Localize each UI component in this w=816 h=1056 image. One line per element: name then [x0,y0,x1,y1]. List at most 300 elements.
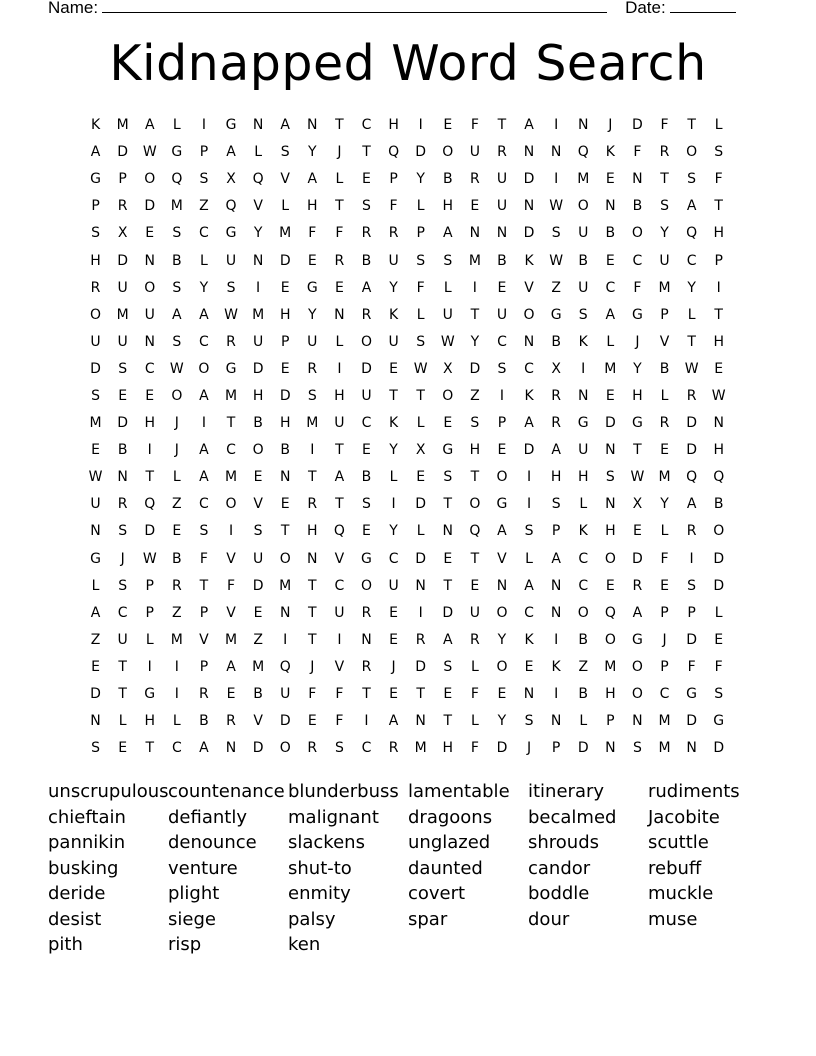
grid-letter: L [606,333,615,350]
grid-letter: R [551,415,561,432]
grid-letter: A [199,740,209,757]
grid-letter: W [142,550,157,567]
grid-letter: Z [172,604,182,621]
grid-letter: I [554,631,559,648]
grid-letter: X [551,360,561,377]
grid-letter: D [686,415,697,432]
word-bank-item: ken [288,934,321,955]
grid-letter: D [415,144,427,161]
grid-letter: O [523,306,535,323]
grid-letter: S [443,252,453,269]
grid-row [82,247,742,274]
grid-letter: T [660,171,669,188]
grid-letter: U [90,333,101,350]
word-bank-item: slackens [288,832,365,853]
grid-letter: S [497,360,507,377]
grid-letter: O [469,496,481,513]
word-bank-item: muse [648,908,698,930]
grid-letter: L [118,713,127,730]
grid-letter: T [226,415,236,432]
grid-letter: I [337,631,342,648]
grid-letter: R [117,198,128,215]
grid-letter: C [199,225,209,242]
grid-letter: I [418,117,423,134]
grid-letter: E [632,523,642,540]
grid-letter: F [687,658,696,675]
grid-letter: D [523,225,535,242]
grid-letter: H [442,198,454,215]
grid-letter: D [632,117,643,134]
grid-letter: O [144,171,156,188]
grid-letter: G [631,306,643,323]
grid-letter: R [307,360,318,377]
grid-letter: D [279,713,291,730]
grid-letter: S [280,144,290,161]
word-bank-item: chieftain [48,806,126,828]
grid-letter: W [88,469,103,486]
grid-letter: W [684,360,699,377]
grid-letter: D [442,604,454,621]
grid-letter: A [442,225,453,242]
grid-letter: L [172,713,181,730]
grid-letter: B [253,686,263,703]
grid-letter: P [660,658,669,675]
grid-letter: N [632,713,643,730]
grid-letter: O [442,144,454,161]
grid-letter: L [416,198,425,215]
grid-letter: D [577,740,589,757]
grid-letter: M [658,279,671,296]
grid-letter: I [174,658,179,675]
grid-letter: N [117,469,128,486]
grid-letter: E [172,523,182,540]
grid-letter: C [578,550,589,567]
grid-letter: X [415,442,426,459]
grid-letter: D [117,144,129,161]
grid-letter: F [470,740,479,757]
grid-letter: H [279,306,291,323]
grid-letter: E [118,387,128,404]
word-bank-item: siege [168,908,216,930]
grid-letter: P [199,144,209,161]
grid-letter: A [199,387,209,404]
grid-letter: Q [252,171,264,188]
word-bank-item: blunderbuss [288,781,399,802]
grid-letter: U [252,333,264,350]
grid-letter: P [687,604,696,621]
grid-row [82,302,742,329]
grid-letter: L [525,550,533,567]
grid-letter: R [388,225,399,242]
grid-letter: J [120,550,125,567]
grid-letter: I [554,686,559,703]
grid-letter: O [171,387,183,404]
grid-letter: T [335,496,344,513]
grid-row [82,193,742,220]
grid-letter: W [549,252,564,269]
grid-letter: A [199,469,209,486]
grid-letter: S [118,523,128,540]
grid-letter: A [686,198,697,215]
grid-letter: S [578,306,588,323]
grid-letter: M [604,658,617,675]
date-label: Date: [625,0,666,17]
grid-letter: A [524,577,534,594]
grid-letter: C [686,252,697,269]
grid-letter: F [389,198,398,215]
grid-letter: M [170,198,183,215]
word-bank-item: muckle [648,883,714,904]
grid-letter: A [524,117,534,134]
grid-letter: D [496,740,508,757]
name-field-line[interactable] [102,0,607,13]
grid-letter: D [90,686,101,703]
grid-letter: E [443,415,453,432]
grid-letter: D [252,577,264,594]
grid-letter: H [252,387,264,404]
grid-letter: T [308,577,317,594]
grid-letter: K [90,117,101,134]
grid-letter: S [714,686,724,703]
grid-letter: B [497,252,507,269]
grid-letter: T [443,496,453,513]
grid-letter: V [334,550,345,567]
grid-letter: L [172,469,181,486]
grid-letter: H [713,225,724,242]
grid-letter: W [169,360,184,377]
grid-letter: L [714,117,723,134]
grid-letter: T [118,658,127,675]
grid-letter: B [578,252,589,269]
grid-letter: U [307,333,318,350]
word-bank-item: itinerary [528,781,605,802]
grid-letter: T [145,740,155,757]
grid-letter: H [577,469,589,486]
word-bank-item: rebuff [648,857,702,879]
grid-letter: S [362,198,371,215]
grid-letter: P [199,604,209,621]
grid-letter: R [415,631,426,648]
grid-letter: N [605,496,616,513]
grid-letter: P [606,713,615,730]
grid-letter: F [335,686,344,703]
grid-letter: T [362,686,371,703]
grid-letter: L [470,713,479,730]
grid-letter: C [605,279,616,296]
grid-letter: N [90,523,101,540]
grid-letter: O [713,523,725,540]
grid-letter: Q [686,469,698,486]
grid-letter: X [226,171,236,188]
grid-letter: D [144,198,156,215]
grid-letter: V [524,279,534,296]
grid-letter: N [713,415,724,432]
grid-letter: S [172,225,182,242]
grid-letter: E [605,387,615,404]
grid-letter: S [416,252,426,269]
grid-letter: F [308,225,317,242]
grid-letter: B [172,550,182,567]
grid-letter: N [469,225,481,242]
grid-letter: E [443,117,453,134]
grid-letter: O [144,279,156,296]
grid-letter: V [253,198,263,215]
grid-letter: F [714,658,723,675]
grid-letter: W [413,360,428,377]
grid-letter: H [144,415,155,432]
grid-letter: G [361,550,372,567]
grid-letter: N [577,387,589,404]
grid-letter: P [660,604,669,621]
grid-letter: R [686,387,697,404]
grid-letter: E [714,631,724,648]
grid-letter: O [577,604,589,621]
grid-letter: E [443,686,453,703]
grid-letter: C [199,496,209,513]
grid-letter: C [497,333,507,350]
grid-letter: I [391,496,396,513]
grid-letter: L [443,279,452,296]
grid-letter: Y [389,279,398,296]
word-bank-item: lamentable [408,781,510,802]
grid-letter: L [416,415,425,432]
word-bank-column [648,779,768,958]
grid-letter: D [604,415,616,432]
grid-letter: M [89,415,102,432]
grid-row [82,356,742,383]
grid-letter: T [497,117,507,134]
grid-letter: O [90,306,102,323]
grid-letter: I [228,523,234,540]
grid-letter: A [388,713,399,730]
grid-letter: R [361,658,372,675]
grid-letter: R [659,144,670,161]
grid-letter: R [497,144,507,161]
grid-letter: N [307,550,318,567]
grid-letter: F [470,686,479,703]
grid-letter: E [714,360,724,377]
word-bank-item: defiantly [168,806,247,828]
grid-letter: L [579,496,588,513]
grid-letter: E [145,387,155,404]
grid-letter: T [308,604,317,621]
grid-letter: D [713,577,725,594]
grid-letter: C [144,360,155,377]
grid-letter: E [334,279,344,296]
grid-letter: I [689,550,694,567]
grid-letter: D [144,523,156,540]
grid-letter: U [442,306,453,323]
grid-letter: E [253,469,263,486]
grid-letter: H [279,415,291,432]
grid-letter: E [605,252,615,269]
grid-letter: G [631,631,643,648]
grid-letter: U [496,306,508,323]
grid-letter: I [418,604,423,621]
grid-letter: U [334,604,345,621]
grid-letter: C [334,577,345,594]
grid-letter: U [578,442,589,459]
grid-letter: S [91,387,100,404]
word-bank-item: deride [48,883,106,904]
grid-letter: T [416,387,425,404]
grid-letter: S [632,740,642,757]
grid-letter: G [225,117,237,134]
word-bank-item: covert [408,883,466,904]
grid-letter: J [174,415,179,432]
grid-letter: N [605,442,616,459]
grid-letter: R [469,631,480,648]
grid-letter: A [497,523,507,540]
grid-letter: A [90,144,101,161]
grid-letter: A [226,144,236,161]
grid-letter: S [226,279,236,296]
grid-letter: I [581,360,586,377]
grid-letter: Y [633,360,642,377]
word-bank-item: rudiments [648,781,740,802]
grid-letter: D [415,550,427,567]
grid-letter: I [174,686,179,703]
grid-letter: Q [686,225,698,242]
grid-letter: K [524,631,534,648]
grid-letter: S [687,171,697,188]
grid-letter: C [632,252,643,269]
grid-letter: M [658,713,671,730]
grid-letter: P [280,333,290,350]
grid-letter: Y [308,306,317,323]
grid-letter: U [90,496,101,513]
grid-letter: N [550,577,562,594]
header [48,0,748,18]
grid-letter: S [551,225,561,242]
grid-row [82,275,742,302]
grid-letter: M [224,631,238,648]
grid-letter: W [224,306,238,323]
grid-letter: T [308,631,317,648]
grid-letter: W [630,469,645,486]
name-label: Name: [48,0,99,17]
grid-letter: R [307,496,318,513]
grid-letter: L [281,198,290,215]
grid-letter: M [279,577,292,594]
grid-letter: T [443,713,453,730]
grid-letter: Q [577,144,589,161]
grid-letter: A [334,469,345,486]
grid-letter: T [145,469,155,486]
grid-letter: F [226,577,236,594]
grid-letter: N [415,713,426,730]
grid-letter: V [226,550,236,567]
grid-letter: T [118,686,127,703]
grid-letter: U [144,306,155,323]
grid-letter: H [90,252,101,269]
grid-letter: D [469,360,481,377]
grid-row [82,491,742,518]
grid-letter: E [307,713,317,730]
grid-row [82,546,742,573]
word-bank-item: pannikin [48,832,126,853]
grid-letter: H [442,740,454,757]
grid-letter: C [199,333,209,350]
grid-letter: A [199,442,209,459]
grid-letter: R [469,171,480,188]
grid-letter: V [497,550,507,567]
grid-letter: A [172,306,182,323]
grid-letter: F [470,117,479,134]
word-bank-item: daunted [408,857,483,879]
grid-letter: R [171,577,182,594]
word-bank-item: unscrupulous [48,781,169,802]
grid-letter: R [361,604,372,621]
grid-letter: E [389,360,398,377]
grid-letter: O [198,360,210,377]
grid-letter: P [389,171,398,188]
grid-letter: Y [416,171,425,188]
date-field-line[interactable] [670,0,736,13]
grid-letter: R [388,740,399,757]
grid-letter: R [686,523,697,540]
grid-letter: V [253,496,263,513]
grid-letter: M [170,631,183,648]
grid-letter: H [307,198,318,215]
grid-letter: X [632,496,643,513]
grid-letter: Y [660,225,669,242]
grid-letter: D [279,252,291,269]
page-title: Kidnapped Word Search [109,35,707,92]
grid-letter: L [254,144,263,161]
grid-letter: U [469,604,480,621]
grid-letter: B [632,198,643,215]
grid-letter: E [660,577,669,594]
grid-letter: O [604,550,616,567]
grid-letter: I [256,279,261,296]
grid-letter: A [199,306,209,323]
grid-letter: B [253,415,263,432]
grid-letter: R [551,387,561,404]
grid-letter: N [605,198,616,215]
grid-letter: U [252,550,264,567]
grid-letter: E [91,658,100,675]
grid-letter: N [252,252,264,269]
grid-letter: B [117,442,128,459]
grid-letter: V [199,631,209,648]
grid-letter: B [442,171,453,188]
grid-letter: D [117,415,129,432]
grid-letter: Q [144,496,156,513]
grid-letter: M [116,306,129,323]
grid-letter: U [496,171,508,188]
grid-letter: N [496,577,508,594]
word-bank-item: malignant [288,806,379,828]
grid-letter: T [470,469,480,486]
grid-letter: K [551,658,561,675]
grid-letter: G [90,171,101,188]
grid-letter: S [660,198,669,215]
grid-letter: E [362,442,371,459]
grid-letter: T [714,306,723,323]
grid-letter: F [308,686,317,703]
grid-letter: T [280,523,290,540]
grid-letter: N [90,713,101,730]
grid-letter: B [578,686,589,703]
grid-letter: K [524,387,534,404]
grid-letter: A [686,496,697,513]
grid-letter: C [117,604,128,621]
grid-letter: S [172,279,182,296]
grid-letter: L [172,117,181,134]
grid-letter: S [714,144,724,161]
grid-letter: R [307,740,318,757]
